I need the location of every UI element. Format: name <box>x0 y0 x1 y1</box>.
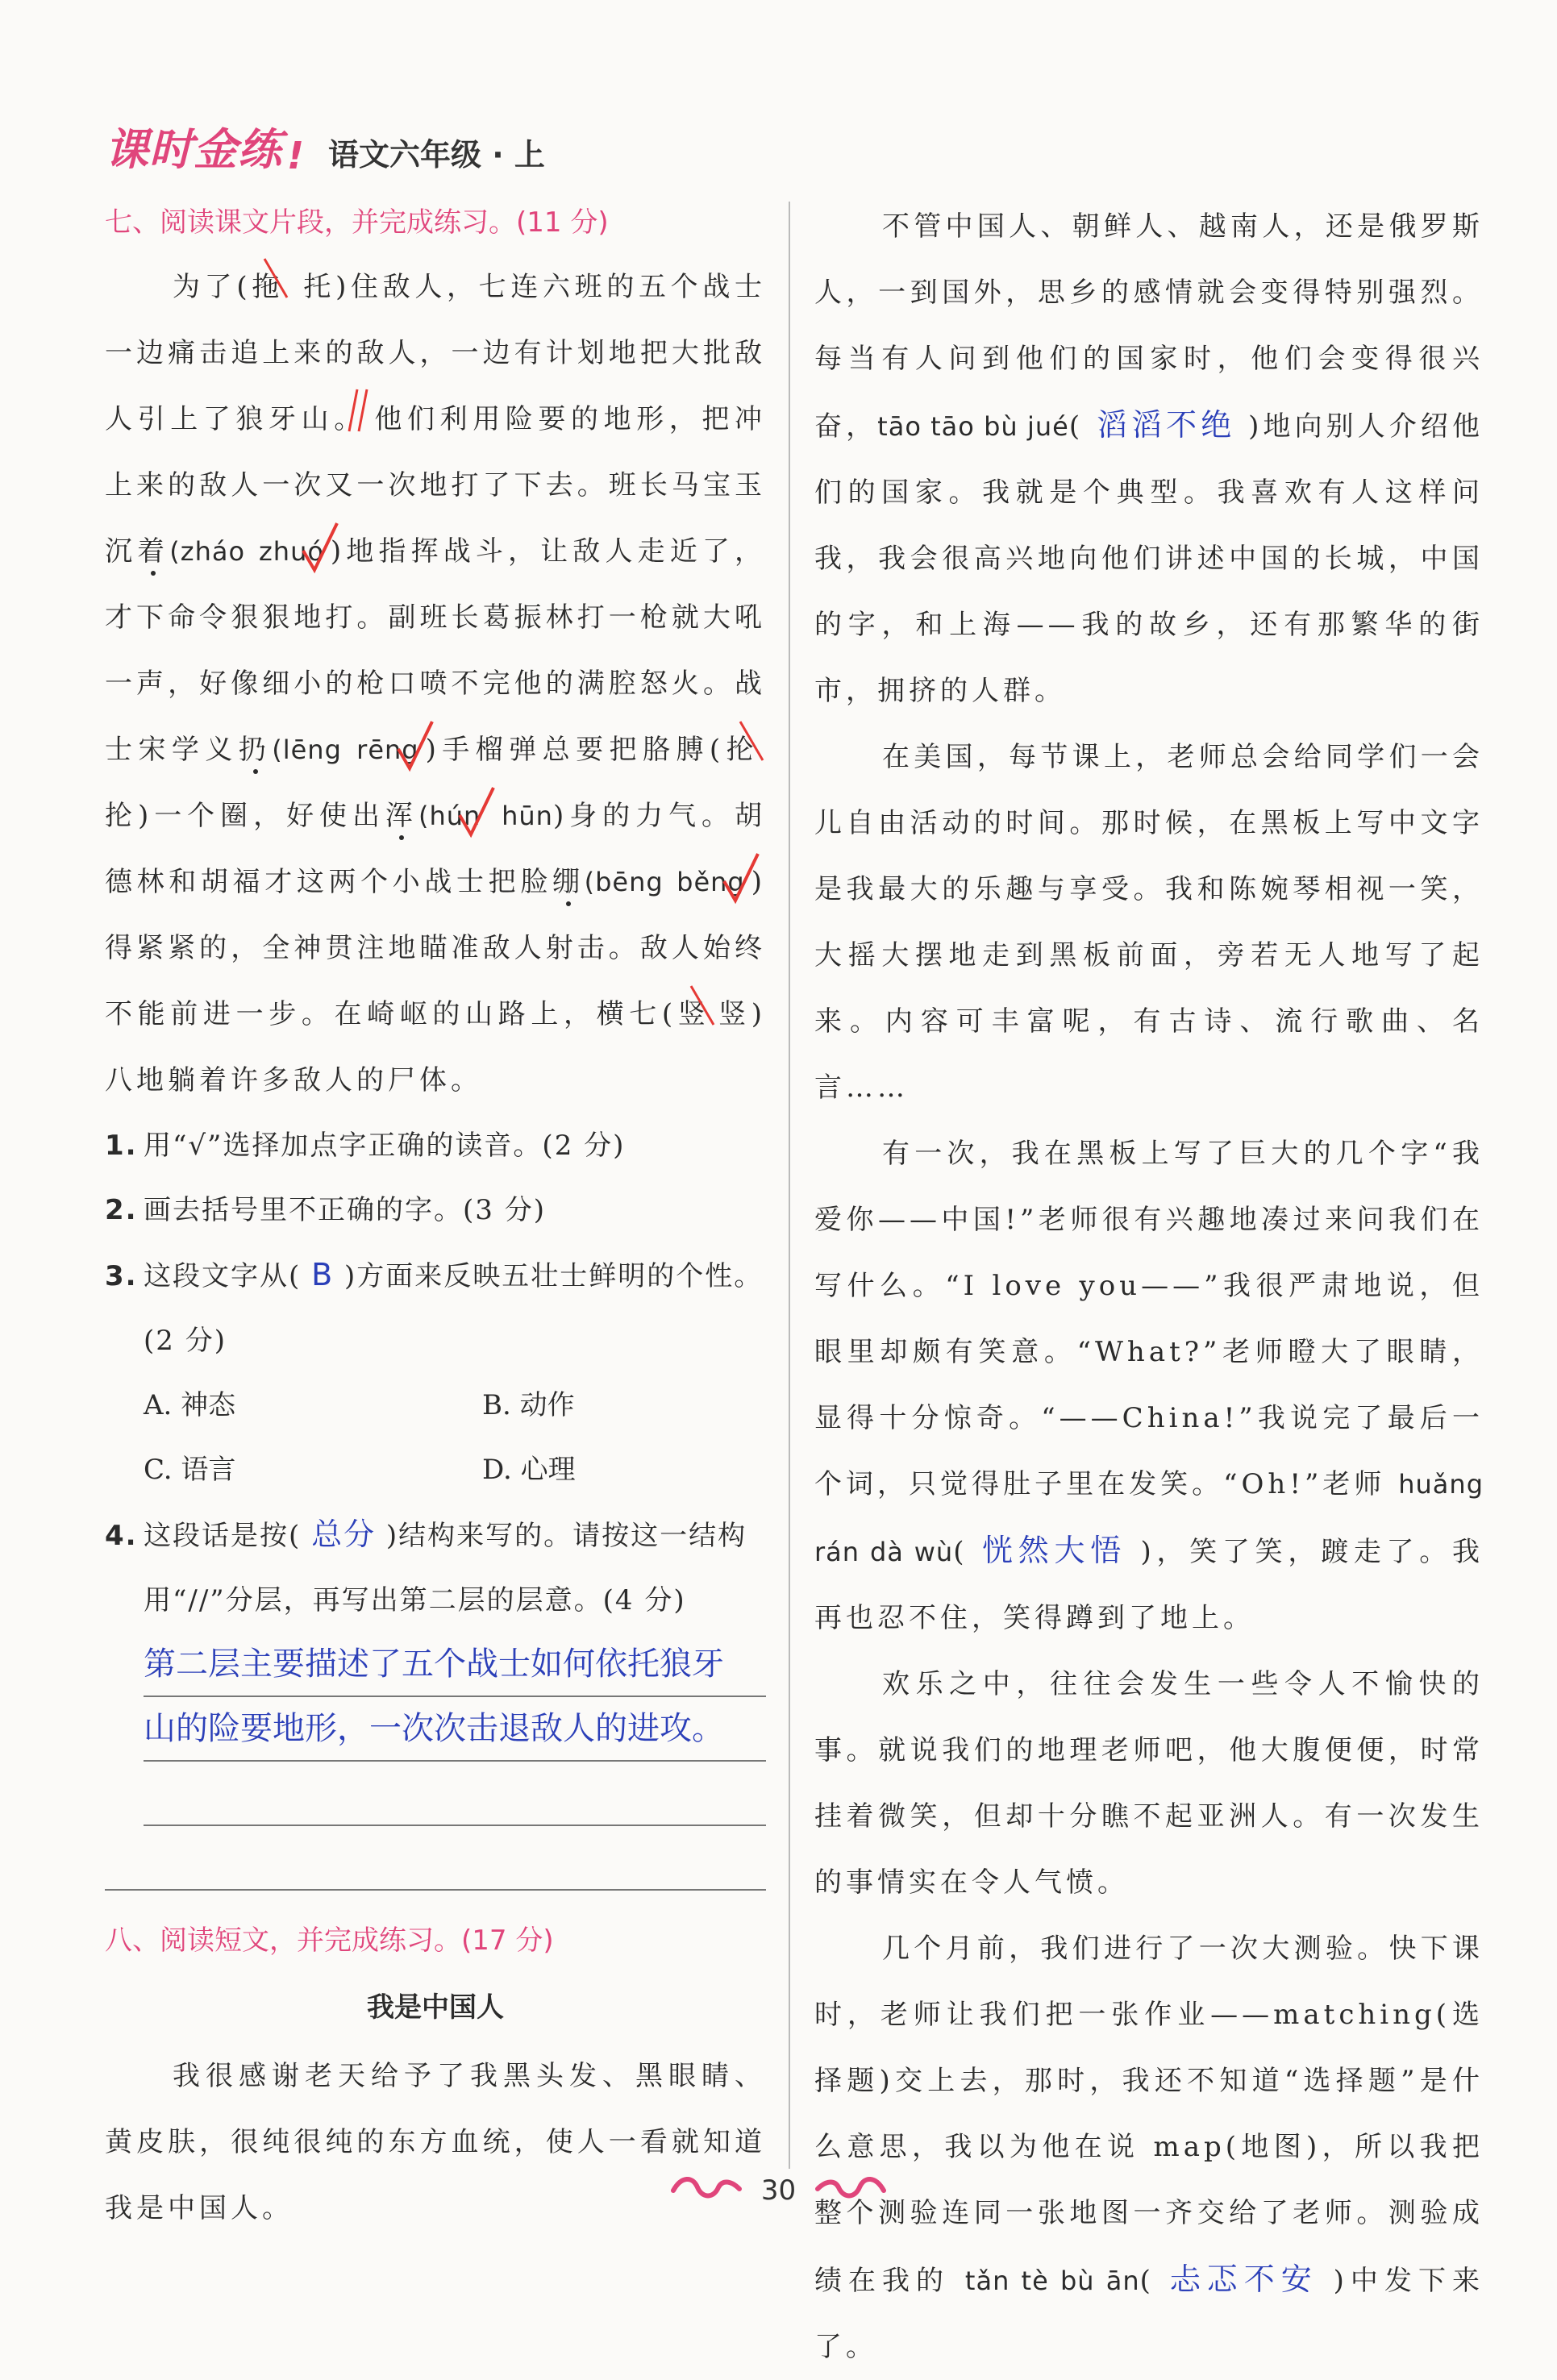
red-check-mark <box>300 518 331 554</box>
passage-text: )身的力气。胡德林和胡福才这两个小战士把脸 <box>105 800 767 898</box>
essay-paragraph-1: 我很感谢老天给予了我黑头发、黑眼睛、黄皮肤，很纯很纯的东方血统，使人一看就知道我是中国人。 <box>105 2060 766 2224</box>
option-c: C. 语言 <box>144 1454 236 1486</box>
pinyin-option: hūn <box>502 801 553 831</box>
answer-line-1[interactable]: 第二层主要描述了五个战士如何依托狼牙 <box>144 1633 766 1697</box>
passage-text: 他们利用险要的地形，把冲上来的敌人一次又一次地打了下去。班长马宝玉沉 <box>105 403 767 568</box>
passage-text: 抡)一个圈，好使出 <box>105 800 385 832</box>
option-d: D. 心理 <box>482 1454 576 1486</box>
passage-text: 竖)八地躺着许多敌人的尸体。 <box>105 998 767 1096</box>
answer-line-4[interactable] <box>105 1826 766 1891</box>
page-number: 30 <box>760 2174 797 2207</box>
essay-paragraph-4: 有一次，我在黑板上写了巨大的几个字“我爱你——中国!”老师很有兴趣地凑过来问我们在写什么。“I love you——”我很严肃地说，但眼里却颇有笑意。“What?”老师瞪大了眼睛，显得十分惊奇。“——China!”我说完了最后一个词，只觉得肚子里在发笑。“Oh!”老师 huǎng rán dà wù( 恍然大悟 )，笑了笑，踱走了。我再也忍不住，笑得蹲到了地上。 <box>814 1138 1484 1634</box>
option-a: A. 神态 <box>144 1389 236 1421</box>
red-check-mark <box>721 849 751 884</box>
pinyin-prompt: tǎn tè bù ān <box>964 2266 1140 2296</box>
pinyin-prompt: huǎng rán dà wù <box>814 1469 1484 1567</box>
brand-mark: ! <box>287 134 304 177</box>
passage-text: )得紧紧的，全神贯注地瞄准敌人射击。敌人始终不能前进一步。在崎岖的山路上，横七(竖 <box>105 866 766 1030</box>
page-header <box>105 113 545 177</box>
left-column <box>105 193 766 2241</box>
pinyin-option: zhuó <box>258 536 324 567</box>
red-slash-mark <box>735 717 766 752</box>
pinyin-option: (bēng <box>584 867 664 897</box>
answer-fill[interactable]: 总分 <box>311 1517 377 1552</box>
answer-fill[interactable]: B <box>311 1257 335 1292</box>
dotted-char: 浑 <box>385 800 418 832</box>
question-1: 1. 用“√”选择加点字正确的读音。(2 分) <box>105 1130 626 1162</box>
red-check-mark <box>456 783 487 818</box>
pinyin-option: (hún <box>418 801 481 831</box>
right-column <box>814 193 1484 2380</box>
answer-line-3[interactable] <box>144 1762 766 1826</box>
passage-text: )地指挥战斗，让敌人走近了，才下命令狠狠地打。副班长葛振林打一枪就大吼一声，好像细小的枪口喷不完他的满腔怒火。战士宋学义 <box>105 535 767 766</box>
section-8-heading: 八、阅读短文，并完成练习。(17 分) <box>105 1924 554 1957</box>
brand-title: 课时金练 <box>105 124 282 175</box>
pinyin-option: běng <box>677 867 745 897</box>
dotted-char: 扔 <box>238 734 273 766</box>
question-3: 3. 这段文字从( B )方面来反映五壮士鲜明的个性。(2 分) <box>105 1257 764 1357</box>
question-2: 2. 画去括号里不正确的字。(3 分) <box>105 1194 546 1226</box>
right-swirl-icon <box>814 2173 887 2208</box>
answer-line-2[interactable]: 山的险要地形，一次次击退敌人的进攻。 <box>144 1697 766 1762</box>
dotted-char: 绷 <box>552 866 585 898</box>
subject-label: 语文六年级 · 上 <box>327 137 545 173</box>
pinyin-prompt: tāo tāo bù jué <box>877 411 1069 442</box>
passage-text: 托)住敌人，七连六班的五个战士一边痛击追上来的敌人，一边有计划地把大批敌人引上了狼牙山。 <box>105 271 767 435</box>
left-swirl-icon <box>670 2173 743 2208</box>
red-check-mark <box>395 717 426 752</box>
essay-paragraph-5: 欢乐之中，往往会发生一些令人不愉快的事。就说我们的地理老师吧，他大腹便便，时常挂着微笑，但却十分瞧不起亚洲人。有一次发生的事情实在令人气愤。 <box>814 1668 1484 1899</box>
answer-fill[interactable]: 恍然大悟 <box>982 1533 1126 1568</box>
pinyin-option: (lēng <box>272 734 342 765</box>
answer-fill[interactable]: 滔滔不绝 <box>1096 407 1236 443</box>
section-7-heading: 七、阅读课文片段，并完成练习。(11 分) <box>105 206 609 239</box>
red-slash-mark <box>686 981 717 1017</box>
passage-text: )手榴弹总要把胳膊(抡 <box>425 734 760 766</box>
reading-passage <box>105 254 766 1113</box>
pinyin-option: (zháo <box>169 536 246 567</box>
page-footer <box>0 2173 1557 2208</box>
question-4: 4. 这段话是按( 总分 )结构来写的。请按这一结构用“//”分层，再写出第二层的层意。(4 分) <box>105 1517 747 1616</box>
pinyin-option: rēng <box>356 734 419 765</box>
passage-text: 为了(拖 <box>173 271 284 303</box>
essay-paragraph-2: 不管中国人、朝鲜人、越南人，还是俄罗斯人，一到国外，思乡的感情就会变得特别强烈。每当有人问到他们的国家时，他们会变得很兴奋，tāo tāo bù jué( 滔滔不绝 )地向别人介绍他们的国家。我就是个典型。我喜欢有人这样问我，我会很高兴地向他们讲述中国的长城，中国的字，和上海——我的故乡，还有那繁华的街市，拥挤的人群。 <box>814 210 1484 707</box>
column-divider <box>789 202 790 2169</box>
option-b: B. 动作 <box>482 1389 575 1421</box>
essay-paragraph-6: 几个月前，我们进行了一次大测验。快下课时，老师让我们把一张作业——matching(选择题)交上去，那时，我还不知道“选择题”是什么意思，我以为他在说 map(地图)，所以我把整个测验连同一张地图一齐交给了老师。测验成绩在我的 tǎn tè bù ān( 忐忑不安 )中发下来了。 <box>814 1933 1484 2363</box>
dotted-char: 着 <box>137 535 170 568</box>
answer-fill[interactable]: 忐忑不安 <box>1169 2261 1318 2297</box>
essay-title: 我是中国人 <box>367 1991 504 2024</box>
red-slash-mark <box>260 254 290 289</box>
question-3-options <box>105 1373 766 1502</box>
essay-paragraph-3: 在美国，每节课上，老师总会给同学们一会儿自由活动的时间。那时候，在黑板上写中文字是我最大的乐趣与享受。我和陈婉琴相视一笑，大摇大摆地走到黑板前面，旁若无人地写了起来。内容可丰富呢，有古诗、流行歌曲、名言…… <box>814 741 1484 1104</box>
red-double-slash-mark <box>343 386 373 422</box>
